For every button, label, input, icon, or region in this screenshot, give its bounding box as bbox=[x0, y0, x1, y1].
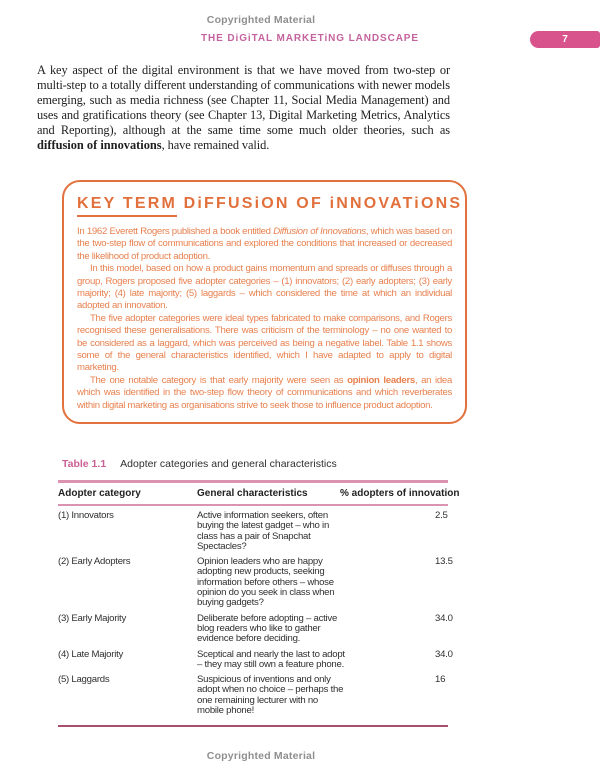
p4-post: , an idea which was identified in the two-step flow theory of communications and which reverberates within digital marketing as organisations strive to seek those to influence product adoption. bbox=[77, 374, 452, 411]
cell-category: (1) Innovators bbox=[58, 510, 114, 521]
cell-category: (4) Late Majority bbox=[58, 648, 124, 660]
table-row bbox=[58, 645, 453, 671]
cell-percent: 34.0 bbox=[435, 648, 453, 660]
cell-percent: 2.5 bbox=[435, 510, 448, 521]
cell-percent: 13.5 bbox=[435, 556, 453, 568]
cell-category: (3) Early Majority bbox=[58, 612, 126, 624]
key-term-box bbox=[62, 180, 467, 424]
key-term-paragraph-1 bbox=[77, 226, 452, 263]
key-term-paragraph-3: The five adopter categories were ideal types fabricated to make comparisons, and Rogers recognised these generalisations. There was criticism of the terminology – no one wanted to be considered as a laggard, which was perceived as being a negative label. Table 1.1 shows some of the general characteristics identified, which I have adapted to apply to digital marketing. bbox=[77, 312, 452, 374]
chapter-running-title: THE DiGiTAL MARKETiNG LANDSCAPE bbox=[201, 33, 419, 44]
cell-category: (2) Early Adopters bbox=[58, 556, 131, 568]
intro-paragraph bbox=[37, 63, 450, 152]
copyright-notice-top: Copyrighted Material bbox=[206, 14, 316, 26]
table-caption-number: Table 1.1 bbox=[62, 458, 107, 470]
intro-bold-term: diffusion of innovations bbox=[37, 137, 162, 152]
cell-characteristics: Active information seekers, often buying the latest gadget – who in class has a pair of Snapchat Spectacles? bbox=[197, 510, 330, 552]
table-caption-text: Adopter categories and general characteristics bbox=[120, 458, 337, 470]
p1-book-title-italic: Diffusion of Innovations bbox=[273, 226, 366, 237]
table-row bbox=[58, 670, 448, 716]
p1-post: , which was based on the two-step flow of communications and explored the conditions that increased or decreased the likelihood of product adoption. bbox=[77, 226, 453, 262]
table-row bbox=[58, 609, 453, 645]
page-number-badge bbox=[530, 31, 600, 48]
copyright-notice-bottom: Copyrighted Material bbox=[206, 750, 316, 762]
column-header-percent: % adopters of innovation bbox=[340, 488, 460, 499]
table-body bbox=[58, 506, 453, 727]
adopter-table-section bbox=[58, 458, 460, 727]
intro-text-pre: A key aspect of the digital environment is that we have moved from two-step or multi-step to a totally different understanding of communications with newer models emerging, such as media richness (see Chapter 11, Social Media Management) and uses and gratifications theory (see Chapter 13, Digital Marketing Metrics, Analytics and Reporting), although at the same time some much older theories, such as bbox=[37, 63, 450, 137]
cell-category: (5) Laggards bbox=[58, 674, 110, 686]
table-row bbox=[58, 552, 453, 609]
key-term-paragraph-2: In this model, based on how a product gains momentum and spreads or diffuses through a group, Rogers proposed five adopter categories – (1) innovators; (2) early adopters; (3) early majority; (4) late majority; (5) laggards – which considered the time at which an individual adopted an innovation. bbox=[77, 263, 452, 312]
intro-text-post: , have remained valid. bbox=[161, 137, 270, 152]
cell-percent: 16 bbox=[435, 674, 446, 686]
table-row bbox=[58, 506, 448, 552]
key-term-name: DiFFUSiON OF iNNOVATiONS bbox=[183, 195, 463, 212]
p1-pre: In 1962 Everett Rogers published a book entitled bbox=[77, 226, 274, 237]
cell-percent: 34.0 bbox=[435, 612, 453, 624]
key-term-heading bbox=[77, 195, 463, 213]
cell-characteristics: Opinion leaders who are happy adopting new products, seeking information before others – whose opinion do you seek in class when buying gadgets? bbox=[197, 556, 335, 609]
cell-characteristics: Deliberate before adopting – active blog readers who like to gather evidence before deciding. bbox=[197, 612, 338, 645]
table-header-row bbox=[58, 480, 460, 506]
column-header-category: Adopter category bbox=[58, 488, 141, 499]
key-term-body bbox=[77, 226, 452, 412]
table-caption bbox=[58, 458, 448, 470]
column-header-characteristics: General characteristics bbox=[197, 488, 308, 499]
cell-characteristics: Suspicious of inventions and only adopt when no choice – perhaps the one remaining lecturer with no mobile phone! bbox=[197, 674, 344, 717]
key-term-label: KEY TERM bbox=[77, 195, 177, 217]
p4-bold-term: opinion leaders bbox=[347, 374, 415, 386]
adopter-table bbox=[58, 480, 460, 727]
page-number: 7 bbox=[562, 34, 568, 45]
cell-characteristics: Sceptical and nearly the last to adopt – they may still own a feature phone. bbox=[197, 648, 345, 670]
p4-pre: The one notable category is that early majority were seen as bbox=[90, 374, 348, 386]
key-term-paragraph-4 bbox=[77, 375, 452, 412]
